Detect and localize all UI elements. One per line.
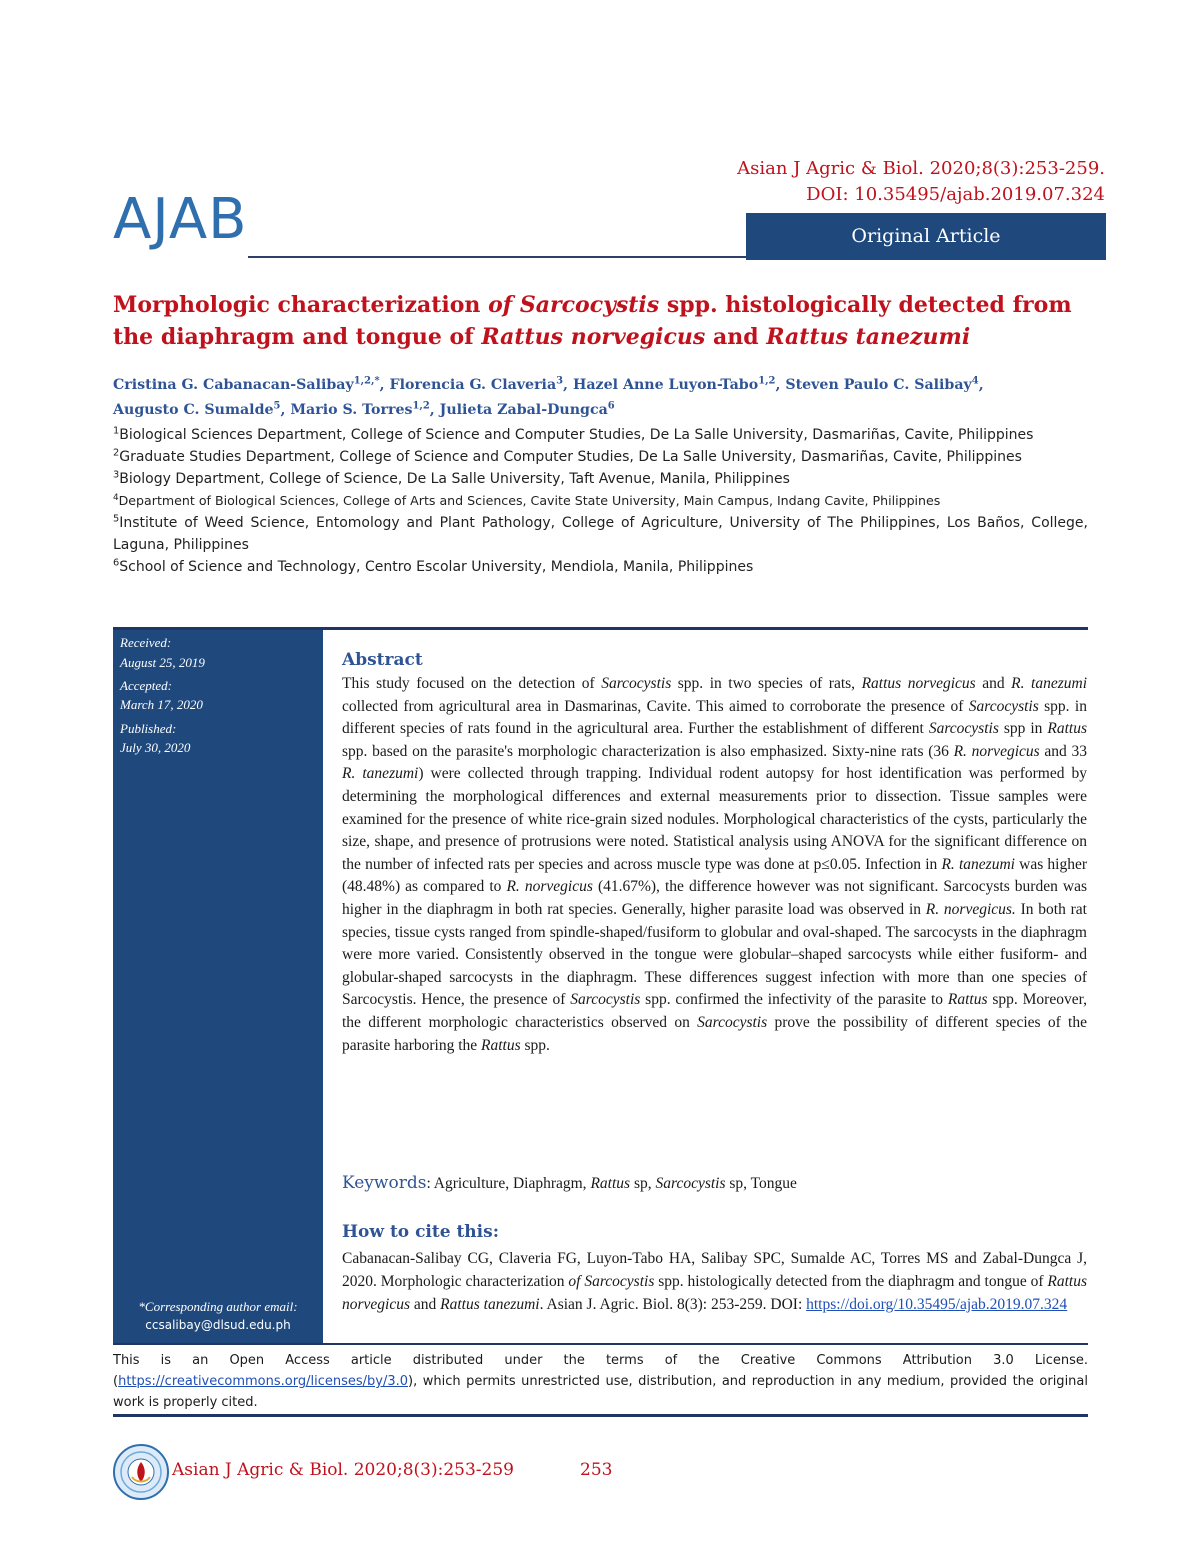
affiliation-item [113, 512, 1088, 556]
author-name: Augusto C. Sumalde [113, 402, 274, 418]
keywords-text: : Agriculture, Diaphragm, [426, 1175, 591, 1192]
received-date: August 25, 2019 [120, 655, 205, 670]
abstract-text: prove the possibility of different species of the parasite harboring the [342, 1013, 1087, 1054]
citation-heading: How to cite this: [342, 1222, 499, 1242]
abstract-text: Sarcocystis [928, 720, 999, 738]
keywords-text: Sarcocystis [655, 1175, 726, 1192]
keywords-heading: Keywords [342, 1173, 427, 1193]
abstract-text: R. tanezumi [941, 855, 1015, 873]
corresponding-author-label: *Corresponding author email: [138, 1299, 298, 1314]
abstract-text: R. norvegicus [506, 878, 593, 896]
abstract-text: Rattus [1047, 720, 1087, 738]
section-divider [113, 1343, 1088, 1345]
keywords-line [342, 1173, 1087, 1193]
journal-logo: AJAB [113, 187, 248, 252]
title-text: spp. histologically detected from the diaphragm and tongue of [113, 292, 1072, 350]
doi-link[interactable]: https://doi.org/10.35495/ajab.2019.07.324 [806, 1296, 1068, 1313]
affiliation-text: Institute of Weed Science, Entomology and Plant Pathology, College of Agriculture, University of The Philippines, Los Baños, College, Laguna, Philippines [113, 515, 1088, 553]
affiliation-text: Graduate Studies Department, College of Science and Computer Studies, De La Salle University, Dasmariñas, Cavite, Philippines [119, 449, 1022, 465]
citation-body [342, 1247, 1087, 1316]
affiliation-text: Biological Sciences Department, College of Science and Computer Studies, De La Salle University, Dasmariñas, Cavite, Philippines [119, 427, 1034, 443]
affiliation-number: 6 [113, 557, 120, 569]
author-affiliation-sup: 1,2 [412, 400, 430, 412]
license-notice [113, 1350, 1088, 1413]
citation-text: . Asian J. Agric. Biol. 8(3): 253-259. DOI: [539, 1296, 807, 1313]
author-affiliation-sup: 4 [971, 375, 979, 387]
accepted-label: Accepted: [120, 678, 172, 693]
author-affiliation-sup: 6 [607, 400, 615, 412]
abstract-text: spp. in different species of rats found in the agricultural area. Further the establishment of different [342, 697, 1087, 738]
title-text: Rattus norvegicus [481, 324, 706, 350]
abstract-text: collected from agricultural area in Dasmarinas, Cavite. This aimed to corroborate the presence of [342, 697, 969, 715]
affiliation-text: Biology Department, College of Science, De La Salle University, Taft Avenue, Manila, Philippines [119, 471, 790, 487]
article-type-label: Original Article [851, 225, 1001, 247]
article-title [113, 289, 1103, 353]
journal-citation: Asian J Agric & Biol. 2020;8(3):253-259. [737, 158, 1105, 179]
citation-text: Rattus norvegicus [342, 1273, 1087, 1313]
abstract-text: spp. [520, 1036, 550, 1054]
title-text: Rattus tanezumi [766, 324, 971, 350]
author-affiliation-sup: 1,2 [758, 375, 776, 387]
author-name: Steven Paulo C. Salibay [785, 377, 972, 393]
published-label: Published: [120, 721, 177, 736]
abstract-text: spp in [998, 720, 1048, 738]
received-label: Received: [120, 635, 172, 650]
abstract-text: Sarcocystis [601, 675, 672, 692]
license-text: This is an Open Access article distributed under the terms of the Creative Commons Attribution 3.0 License. ( [113, 1353, 1088, 1389]
abstract-text: Sarcocystis [968, 697, 1039, 715]
header-divider [248, 256, 748, 258]
affiliation-number: 1 [113, 425, 120, 437]
journal-seal-icon [112, 1443, 170, 1501]
license-link[interactable]: https://creativecommons.org/licenses/by/3.0 [118, 1374, 409, 1389]
abstract-text: spp. based on the parasite's morphologic characterization is also emphasized. Sixty-nine rats (36 [342, 742, 954, 760]
abstract-text: R. tanezumi [342, 765, 419, 783]
affiliation-item [113, 468, 1088, 490]
keywords-text: sp, [630, 1175, 656, 1192]
author-name: Florencia G. Claveria [389, 377, 557, 393]
abstract-text: Rattus [947, 991, 988, 1009]
abstract-text: Rattus [481, 1036, 521, 1054]
corresponding-author-email[interactable]: ccsalibay@dlsud.edu.ph [145, 1318, 291, 1332]
abstract-text: spp. Moreover, the different morphologic characteristics observed on [342, 991, 1087, 1031]
abstract-text: Rattus norvegicus [861, 675, 976, 692]
abstract-text: and [975, 675, 1012, 692]
abstract-text: Sarcocystis [570, 991, 641, 1009]
keywords-text: Rattus [590, 1175, 631, 1192]
accepted-date: March 17, 2020 [120, 697, 203, 712]
author-name: Hazel Anne Luyon-Tabo [572, 377, 759, 393]
abstract-heading: Abstract [342, 650, 423, 670]
abstract-text: ) were collected through trapping. Individual rodent autopsy for host identification was performed by determining the morphological differences and external measurements prior to dissection. Tissue samples were examined for the presence of white rice-grain sized nodules. Morphological characteristics of the cysts, particularly the size, shape, and presence of protrusions were noted. Statistical analysis using ANOVA for the significant difference on the number of infected rats per species and across muscle type was done at p≤0.05. Infection in [342, 765, 1088, 873]
author-name: Cristina G. Cabanacan-Salibay [113, 377, 354, 393]
title-text: of [488, 292, 520, 318]
abstract-text: R. tanezumi [1011, 675, 1087, 692]
affiliation-number: 2 [113, 447, 120, 459]
affiliation-text: School of Science and Technology, Centro Escolar University, Mendiola, Manila, Philippines [119, 559, 754, 575]
affiliation-number: 5 [113, 513, 120, 525]
published-date: July 30, 2020 [120, 740, 191, 755]
author-name: Mario S. Torres [290, 402, 413, 418]
license-text: ), which permits unrestricted use, distribution, and reproduction in any medium, provided the original work is properly cited. [113, 1374, 1088, 1410]
footer-journal-reference: Asian J Agric & Biol. 2020;8(3):253-259 [172, 1460, 514, 1480]
journal-reference [737, 156, 1105, 208]
author-name: Julieta Zabal-Dungca [439, 402, 608, 418]
affiliation-number: 4 [113, 492, 119, 503]
title-text: Sarcocystis [519, 292, 660, 318]
abstract-text: spp. confirmed the infectivity of the parasite to [640, 991, 948, 1009]
author-list: Cristina G. Cabanacan-Salibay$^{1,2,*}$, Florencia G. Claveria$^3$, Hazel Anne Luyon-Tabo$^{1,2}$, Steven Paulo C. Salibay$^4$, Augusto C. Sumalde$^5$, Mario S. Torres$^{1,2}$, Julieta Zabal-Dungca$^6$ [113, 375, 984, 418]
citation-text: of Sarcocystis [568, 1273, 655, 1290]
abstract-text: was higher (48.48%) as compared to [342, 855, 1088, 896]
abstract-text: R. norvegicus [953, 742, 1040, 760]
author-affiliation-sup: 5 [273, 400, 281, 412]
citation-text: Rattus tanezumi [440, 1296, 540, 1313]
title-text: and [705, 324, 767, 350]
citation-text: and [410, 1296, 441, 1313]
abstract-text: R. norvegicus. [925, 900, 1016, 918]
abstract-text: Sarcocystis [697, 1013, 768, 1031]
affiliation-list [113, 424, 1088, 578]
abstract-text: (41.67%), the difference however was not significant. Sarcocysts burden was higher in the diaphragm in both rat species. Generally, higher parasite load was observed in [342, 878, 1087, 918]
doi-line: DOI: 10.35495/ajab.2019.07.324 [806, 184, 1105, 205]
abstract-body [342, 673, 1087, 1057]
affiliation-item [113, 424, 1088, 446]
affiliation-number: 3 [113, 469, 120, 481]
affiliation-item [113, 490, 1088, 512]
keywords-text: sp, Tongue [725, 1175, 797, 1192]
abstract-text: spp. in two species of rats, [671, 675, 862, 692]
affiliation-item [113, 446, 1088, 468]
page-number: 253 [580, 1460, 613, 1480]
citation-text: spp. histologically detected from the diaphragm and tongue of [654, 1273, 1048, 1290]
affiliation-item [113, 556, 1088, 578]
abstract-text: This study focused on the detection of [342, 675, 602, 692]
affiliation-text: Department of Biological Sciences, College of Arts and Sciences, Cavite State University, Main Campus, Indang Cavite, Philippines [118, 493, 941, 508]
abstract-text: In both rat species, tissue cysts ranged from spindle-shaped/fusiform to globular and oval-shaped. The sarcocysts in the diaphragm were more varied. Consistently observed in the tongue were globular–shaped sarcocysts while either fusiform- and globular-shaped sarcocysts in the diaphragm. These differences suggest infection with more than one species of Sarcocystis. Hence, the presence of [342, 900, 1087, 1009]
abstract-text: and 33 [1039, 742, 1087, 760]
title-text: Morphologic characterization [113, 292, 489, 318]
citation-text: Cabanacan-Salibay CG, Claveria FG, Luyon-Tabo HA, Salibay SPC, Sumalde AC, Torres MS and Zabal-Dungca J, 2020. Morphologic characterization [342, 1250, 1087, 1290]
footer-divider [113, 1414, 1088, 1417]
author-affiliation-sup: 1,2,* [353, 375, 380, 387]
author-affiliation-sup: 3 [556, 375, 564, 387]
